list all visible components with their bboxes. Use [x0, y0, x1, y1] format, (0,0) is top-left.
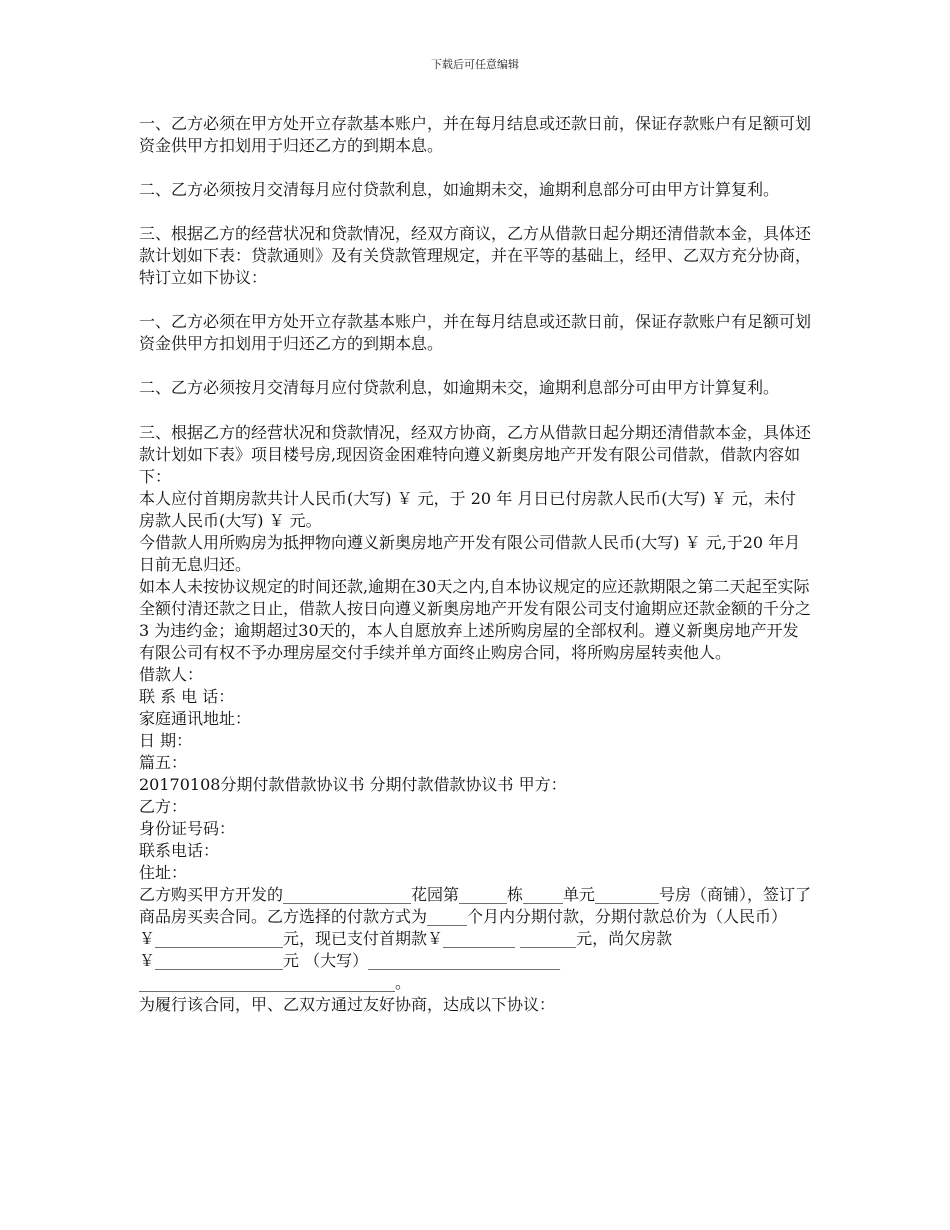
- agreement-title: 20170108分期付款借款协议书 分期付款借款协议书 甲方：: [139, 775, 567, 794]
- paragraph: 本人应付首期房款共计人民币(大写) ￥ 元，于 20 年 月日已付房款人民币(大写) ￥ 元，未付房款人民币(大写) ￥ 元。: [139, 489, 796, 530]
- paragraph: 一、乙方必须在甲方处开立存款基本账户，并在每月结息或还款日前，保证存款账户有足额可划资金供甲方扣划用于归还乙方的到期本息。: [139, 312, 812, 353]
- party-line: 乙方：: [139, 797, 188, 816]
- paragraph: 一、乙方必须在甲方处开立存款基本账户，并在每月结息或还款日前，保证存款账户有足额可划资金供甲方扣划用于归还乙方的到期本息。: [139, 114, 812, 155]
- paragraph: 为履行该合同，甲、乙双方通过友好协商，达成以下协议：: [139, 995, 556, 1014]
- paragraph: 乙方购买甲方开发的________________花园第______栋_____单元________号房（商铺），签订了商品房买卖合同。乙方选择的付款方式为_____个月内分期付款，分期付款总价为（人民币） ￥________________元，现已支付首期款￥_________ _______元，尚欠房款￥________________元 （大写）________________________ ________________________________。: [139, 885, 812, 992]
- party-line: 身份证号码：: [139, 819, 236, 838]
- paragraph: 三、根据乙方的经营状况和贷款情况，经双方商议，乙方从借款日起分期还清借款本金，具体还款计划如下表：贷款通则》及有关贷款管理规定，并在平等的基础上，经甲、乙双方充分协商，特订立如下协议：: [139, 224, 812, 287]
- section-heading: 篇五：: [139, 753, 188, 772]
- party-line: 联系电话：: [139, 841, 220, 860]
- signature-line: 借款人：: [139, 665, 204, 684]
- signature-line: 联 系 电 话：: [139, 687, 235, 706]
- page-header: 下载后可任意编辑: [431, 58, 519, 71]
- signature-line: 日 期：: [139, 731, 193, 750]
- document-body: [139, 113, 811, 1016]
- paragraph: 二、乙方必须按月交清每月应付贷款利息，如逾期未交，逾期利息部分可由甲方计算复利。: [139, 378, 780, 397]
- paragraph: 二、乙方必须按月交清每月应付贷款利息，如逾期未交，逾期利息部分可由甲方计算复利。: [139, 180, 780, 199]
- paragraph: 今借款人用所购房为抵押物向遵义新奥房地产开发有限公司借款人民币(大写) ￥ 元,于20 年月日前无息归还。: [139, 533, 801, 574]
- party-line: 住址：: [139, 863, 188, 882]
- signature-line: 家庭通讯地址：: [139, 709, 252, 728]
- paragraph: 三、根据乙方的经营状况和贷款情况，经双方协商，乙方从借款日起分期还清借款本金，具体还款计划如下表》项目楼号房,现因资金困难特向遵义新奥房地产开发有限公司借款，借款内容如下：: [139, 423, 812, 486]
- paragraph: 如本人未按协议规定的时间还款,逾期在30天之内,自本协议规定的应还款期限之第二天起至实际全额付清还款之日止，借款人按日向遵义新奥房地产开发有限公司支付逾期应还款金额的千分之 3 为违约金；逾期超过30天的，本人自愿放弃上述所购房屋的全部权利。遵义新奥房地产开发有限公司有权不予办理房屋交付手续并单方面终止购房合同，将所购房屋转卖他人。: [139, 577, 812, 662]
